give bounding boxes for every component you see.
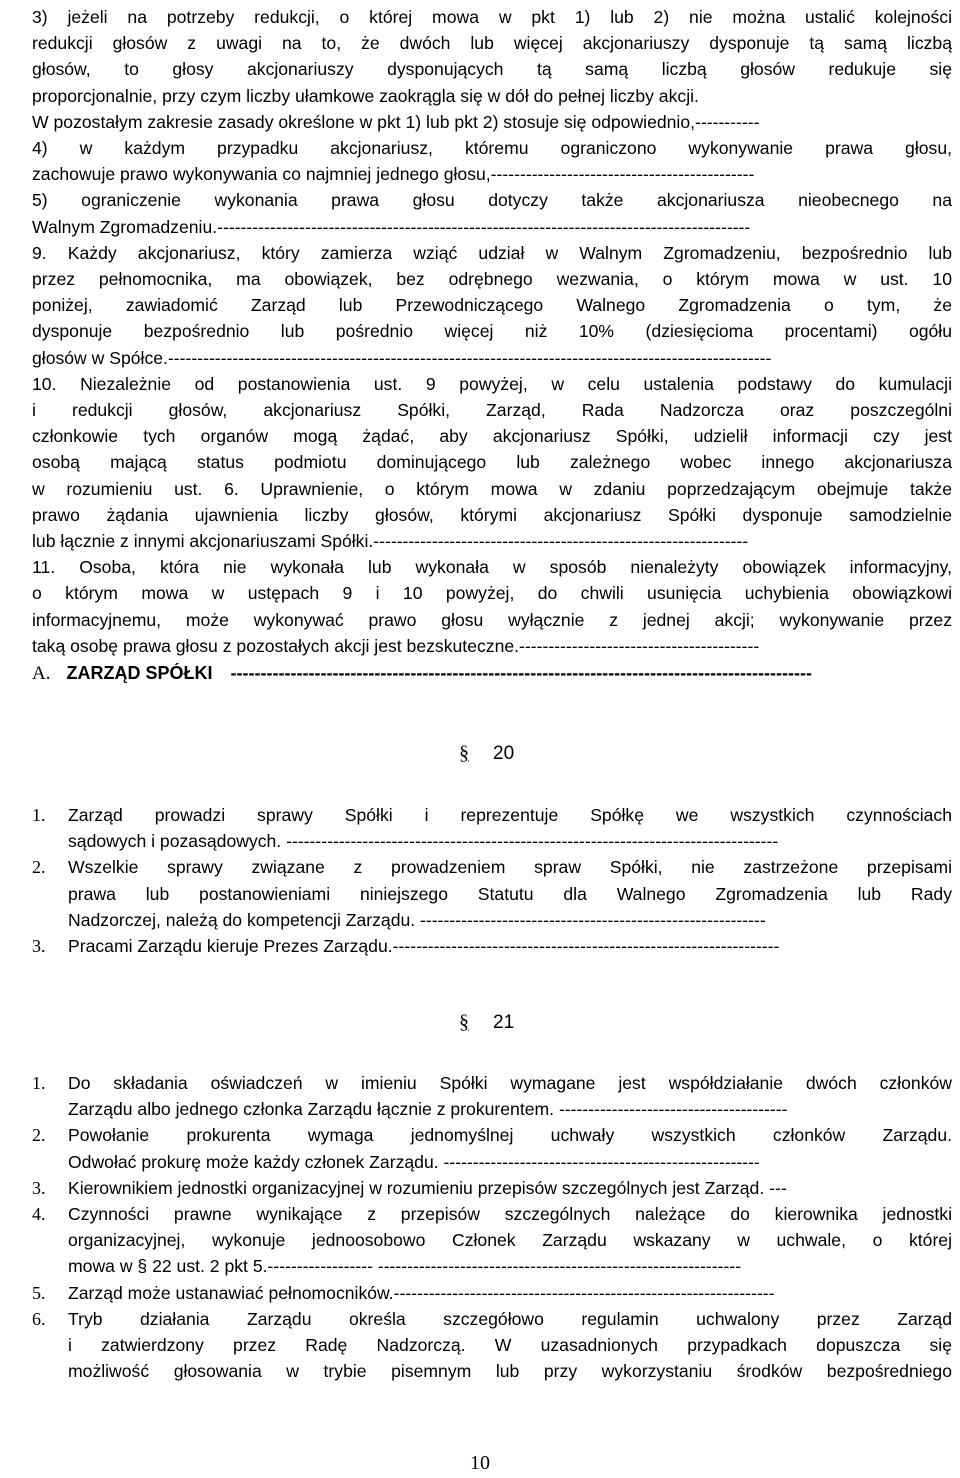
item-line: Czynności prawne wynikające z przepisów szczególnych należące do kierownika jednostki xyxy=(68,1204,952,1225)
item-number: 3. xyxy=(32,1177,46,1198)
paragraph-number: 20 xyxy=(493,743,515,764)
item-number: 2. xyxy=(32,1125,46,1146)
item-line: prawa lub postanowieniami niniejszego Statutu dla Walnego Zgromadzenia lub Rady xyxy=(68,883,952,904)
item-line: możliwość głosowania w trybie pisemnym lub przy wykorzystaniu środków bezpośredniego xyxy=(68,1361,952,1382)
item-line: i zatwierdzony przez Radę Nadzorczą. W uzasadnionych przypadkach dopuszcza się xyxy=(68,1335,952,1356)
text-line: Walnym Zgromadzeniu.------------------------------------------------------------------------------------------- xyxy=(32,216,751,237)
item-number: 4. xyxy=(32,1204,46,1225)
numbered-item xyxy=(32,933,952,959)
text-line: lub łącznie z innymi akcjonariuszami Spółki.---------------------------------------------------------------- xyxy=(32,531,749,552)
section-sign: § xyxy=(459,1011,469,1033)
numbered-item xyxy=(32,1175,952,1201)
numbered-item xyxy=(32,1280,952,1306)
item-line: Nadzorczej, należą do kompetencji Zarządu. ----------------------------------------------------------- xyxy=(68,909,766,930)
item-line: Powołanie prokurenta wymaga jednomyślnej uchwały wszystkich członków Zarządu. xyxy=(68,1125,952,1146)
numbered-item xyxy=(32,1122,952,1174)
text-line: osobą mającą status podmiotu dominującego lub zależnego wobec innego akcjonariusza xyxy=(32,452,952,473)
item-number: 3. xyxy=(32,936,46,957)
text-line: poniżej, zawiadomić Zarząd lub Przewodniczącego Walnego Zgromadzenia o tym, że xyxy=(32,295,952,316)
item-line: sądowych i pozasądowych. ------------------------------------------------------------------------------------ xyxy=(68,831,779,852)
item-line: Tryb działania Zarządu określa szczegółowo regulamin uchwalony przez Zarząd xyxy=(68,1308,952,1329)
section-dashes: ------------------------------------------------------------------------------------------------- xyxy=(230,663,812,683)
section-title: ZARZĄD SPÓŁKI xyxy=(66,663,213,683)
text-line: W pozostałym zakresie zasady określone w pkt 1) lub pkt 2) stosuje się odpowiednio,----------- xyxy=(32,111,760,132)
paragraph-21-heading xyxy=(459,1011,514,1034)
text-line: 9. Każdy akcjonariusz, który zamierza wziąć udział w Walnym Zgromadzeniu, bezpośrednio lub xyxy=(32,242,952,263)
item-number: 6. xyxy=(32,1308,46,1329)
section-letter: A. xyxy=(32,663,51,684)
text-line: 5) ograniczenie wykonania prawa głosu dotyczy także akcjonariusza nieobecnego na xyxy=(32,190,952,211)
item-line: Pracami Zarządu kieruje Prezes Zarządu.------------------------------------------------------------------ xyxy=(68,936,780,957)
text-line: dysponuje bezpośrednio lub pośrednio więcej niż 10% (dziesięcioma procentami) ogółu xyxy=(32,321,952,342)
text-line: 3) jeżeli na potrzeby redukcji, o której mowa w pkt 1) lub 2) nie można ustalić kolejności xyxy=(32,7,952,27)
text-line: 4) w każdym przypadku akcjonariusz, któremu ograniczono wykonywanie prawa głosu, xyxy=(32,138,952,159)
item-line: Zarząd prowadzi sprawy Spółki i reprezentuje Spółkę we wszystkich czynnościach xyxy=(68,805,952,825)
item-line: Odwołać prokurę może każdy członek Zarządu. ------------------------------------------------------ xyxy=(68,1151,760,1172)
item-line: Kierownikiem jednostki organizacyjnej w rozumieniu przepisów szczególnych jest Zarząd. --- xyxy=(68,1177,787,1198)
item-number: 1. xyxy=(32,1073,46,1093)
paragraph-20-items xyxy=(32,802,952,959)
item-line: mowa w § 22 ust. 2 pkt 5.------------------ -------------------------------------------------------------- xyxy=(68,1256,742,1277)
item-number: 5. xyxy=(32,1282,46,1303)
text-line: 11. Osoba, która nie wykonała lub wykonała w sposób nienależyty obowiązek informacyjny, xyxy=(32,557,952,578)
numbered-item xyxy=(32,1201,952,1280)
text-line: informacyjnemu, może wykonywać prawo głosu wyłącznie z jednej akcji; wykonywanie przez xyxy=(32,609,952,630)
text-line: prawo żądania ujawnienia liczby głosów, którymi akcjonariusz Spółki dysponuje samodzielnie xyxy=(32,504,952,525)
text-line: członkowie tych organów mogą żądać, aby akcjonariusz Spółki, udzielił informacji czy jest xyxy=(32,426,952,447)
text-line: taką osobę prawa głosu z pozostałych akcji jest bezskuteczne.----------------------------------------- xyxy=(32,635,760,656)
text-line: redukcji głosów z uwagi na to, że dwóch lub więcej akcjonariuszy dysponuje tą samą liczbą xyxy=(32,33,952,54)
text-line: o którym mowa w ustępach 9 i 10 powyżej, do chwili usunięcia uchybienia obowiązkowi xyxy=(32,583,952,604)
section-heading xyxy=(32,663,960,685)
numbered-item xyxy=(32,1070,952,1122)
text-line: przez pełnomocnika, ma obowiązek, bez odrębnego wezwania, o którym mowa w ust. 10 xyxy=(32,269,952,290)
paragraph-20-heading xyxy=(459,742,514,765)
numbered-item xyxy=(32,854,952,933)
statute-text-top xyxy=(32,4,952,659)
item-line: Do składania oświadczeń w imieniu Spółki wymagane jest współdziałanie dwóch członków xyxy=(68,1073,952,1093)
item-number: 2. xyxy=(32,857,46,878)
paragraph-number: 21 xyxy=(493,1012,515,1033)
item-line: Zarządu albo jednego członka Zarządu łącznie z prokurentem. --------------------------------------- xyxy=(68,1099,788,1120)
item-number: 1. xyxy=(32,805,46,825)
item-line: Wszelkie sprawy związane z prowadzeniem spraw Spółki, nie zastrzeżone przepisami xyxy=(68,857,952,878)
text-line: proporcjonalnie, przy czym liczby ułamkowe zaokrągla się w dół do pełnej liczby akcji. xyxy=(32,85,699,106)
text-line: i redukcji głosów, akcjonariusz Spółki, Zarząd, Rada Nadzorcza oraz poszczególni xyxy=(32,400,952,421)
page-number: 10 xyxy=(470,1452,490,1474)
text-line: w rozumieniu ust. 6. Uprawnienie, o którym mowa w zdaniu poprzedzającym obejmuje także xyxy=(32,478,952,499)
paragraph-21-items xyxy=(32,1070,952,1384)
text-line: 10. Niezależnie od postanowienia ust. 9 powyżej, w celu ustalenia podstawy do kumulacji xyxy=(32,373,952,394)
item-line: Zarząd może ustanawiać pełnomocników.----------------------------------------------------------------- xyxy=(68,1282,775,1303)
section-sign: § xyxy=(459,742,469,764)
numbered-item xyxy=(32,1306,952,1385)
text-line: głosów, to głosy akcjonariuszy dysponujących tą samą liczbą głosów redukuje się xyxy=(32,59,952,80)
text-line: zachowuje prawo wykonywania co najmniej jednego głosu,--------------------------------------------- xyxy=(32,164,755,185)
text-line: głosów w Spółce.------------------------------------------------------------------------------------------------------- xyxy=(32,347,772,368)
item-line: organizacyjnej, wykonuje jednoosobowo Członek Zarządu wskazany w uchwale, o której xyxy=(68,1230,952,1251)
numbered-item xyxy=(32,802,952,854)
